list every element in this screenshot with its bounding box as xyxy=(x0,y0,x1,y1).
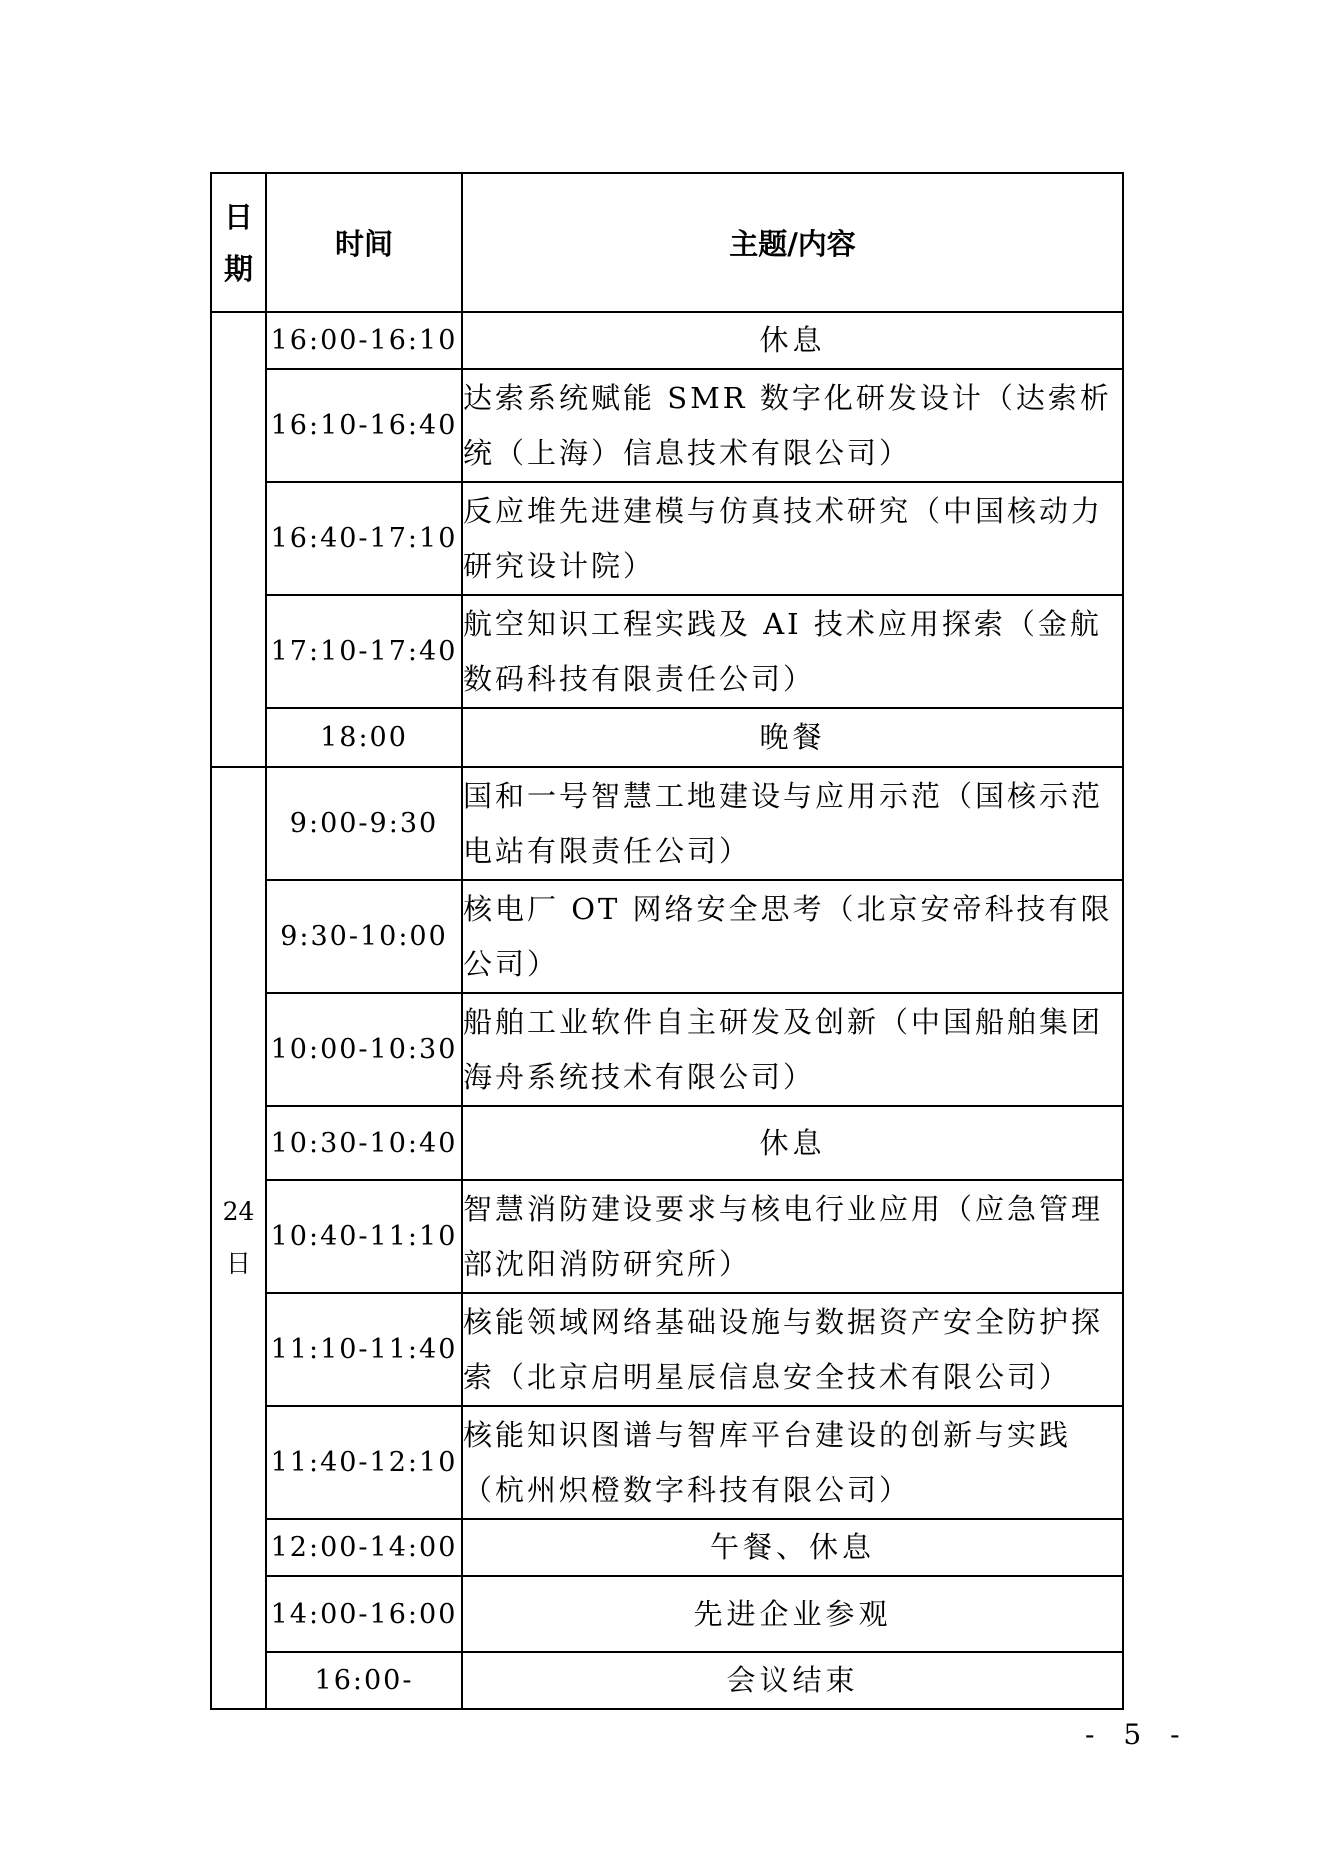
table-row xyxy=(211,880,1123,993)
topic-cell: 达索系统赋能 SMR 数字化研发设计（达索析统（上海）信息技术有限公司） xyxy=(462,369,1123,482)
table-row xyxy=(211,1180,1123,1293)
schedule-table xyxy=(210,172,1124,1710)
time-cell: 9:00-9:30 xyxy=(266,767,462,880)
table-row xyxy=(211,993,1123,1106)
date-cell-blank xyxy=(211,312,266,767)
table-row xyxy=(211,595,1123,708)
date-day-unit: 日 xyxy=(225,1249,251,1278)
time-cell: 10:40-11:10 xyxy=(266,1180,462,1293)
time-cell: 16:00- xyxy=(266,1652,462,1709)
table-row xyxy=(211,1106,1123,1180)
date-header-char-2: 期 xyxy=(223,251,253,286)
table-row xyxy=(211,1293,1123,1406)
topic-cell: 船舶工业软件自主研发及创新（中国船舶集团海舟系统技术有限公司） xyxy=(462,993,1123,1106)
topic-cell: 国和一号智慧工地建设与应用示范（国核示范电站有限责任公司） xyxy=(462,767,1123,880)
table-header-row xyxy=(211,173,1123,312)
topic-cell: 晚餐 xyxy=(462,708,1123,767)
topic-cell: 核能领域网络基础设施与数据资产安全防护探索（北京启明星辰信息安全技术有限公司） xyxy=(462,1293,1123,1406)
date-header-char-1: 日 xyxy=(223,199,253,234)
time-cell: 14:00-16:00 xyxy=(266,1576,462,1652)
topic-cell: 午餐、休息 xyxy=(462,1519,1123,1576)
topic-cell: 先进企业参观 xyxy=(462,1576,1123,1652)
topic-cell: 休息 xyxy=(462,1106,1123,1180)
topic-cell: 会议结束 xyxy=(462,1652,1123,1709)
table-row xyxy=(211,1576,1123,1652)
time-cell: 12:00-14:00 xyxy=(266,1519,462,1576)
time-cell: 10:00-10:30 xyxy=(266,993,462,1106)
time-cell: 16:00-16:10 xyxy=(266,312,462,369)
table-row xyxy=(211,708,1123,767)
time-cell: 11:10-11:40 xyxy=(266,1293,462,1406)
topic-cell: 休息 xyxy=(462,312,1123,369)
table-row xyxy=(211,1406,1123,1519)
time-cell: 16:10-16:40 xyxy=(266,369,462,482)
topic-cell: 智慧消防建设要求与核电行业应用（应急管理部沈阳消防研究所） xyxy=(462,1180,1123,1293)
topic-cell: 反应堆先进建模与仿真技术研究（中国核动力研究设计院） xyxy=(462,482,1123,595)
time-cell: 16:40-17:10 xyxy=(266,482,462,595)
topic-cell: 核能知识图谱与智库平台建设的创新与实践（杭州炽橙数字科技有限公司） xyxy=(462,1406,1123,1519)
table-row xyxy=(211,369,1123,482)
date-day-number: 24 xyxy=(222,1197,255,1226)
date-cell-24 xyxy=(211,767,266,1709)
time-cell: 9:30-10:00 xyxy=(266,880,462,993)
table-row xyxy=(211,482,1123,595)
time-column-header: 时间 xyxy=(266,173,462,312)
topic-cell: 航空知识工程实践及 AI 技术应用探索（金航数码科技有限责任公司） xyxy=(462,595,1123,708)
time-cell: 17:10-17:40 xyxy=(266,595,462,708)
table-row xyxy=(211,1519,1123,1576)
table-row xyxy=(211,767,1123,880)
time-cell: 11:40-12:10 xyxy=(266,1406,462,1519)
topic-column-header: 主题/内容 xyxy=(462,173,1123,312)
topic-cell: 核电厂 OT 网络安全思考（北京安帝科技有限公司） xyxy=(462,880,1123,993)
time-cell: 18:00 xyxy=(266,708,462,767)
date-column-header xyxy=(211,173,266,312)
table-row xyxy=(211,312,1123,369)
page-number: - 5 - xyxy=(1085,1718,1190,1751)
table-row xyxy=(211,1652,1123,1709)
time-cell: 10:30-10:40 xyxy=(266,1106,462,1180)
